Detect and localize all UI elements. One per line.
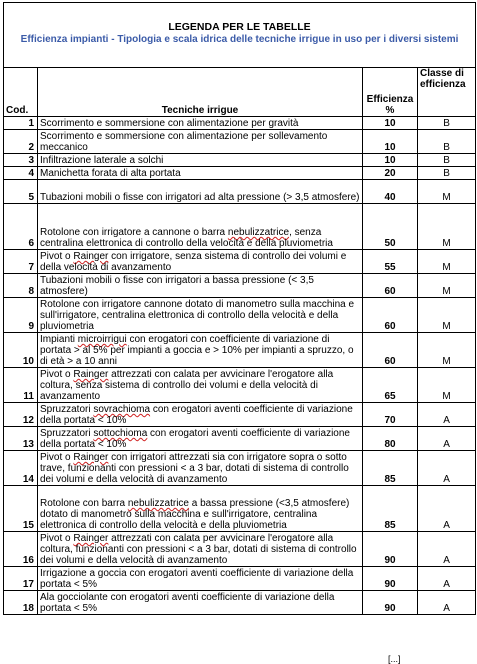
- row-code: 14: [4, 451, 38, 486]
- table-row: [4, 427, 476, 451]
- row-class: M: [418, 274, 476, 298]
- row-efficiency: 90: [363, 532, 418, 567]
- row-code: 4: [4, 167, 38, 180]
- row-class: M: [418, 250, 476, 274]
- row-class: M: [418, 204, 476, 250]
- table-row: [4, 167, 476, 180]
- row-technique: Pivot o Rainger con irrigatori attrezzati sia con irrigatore sopra o sotto trave, funzionanti con pressioni < a 3 bar, dotati di sistema di controllo dei volumi e della velocità di avanzamento: [38, 451, 363, 486]
- row-technique: Tubazioni mobili o fisse con irrigatori ad alta pressione (> 3,5 atmosfere): [38, 180, 363, 204]
- table-title-row: [4, 3, 476, 68]
- table-title: LEGENDA PER LE TABELLE: [168, 20, 311, 33]
- row-class: M: [418, 298, 476, 333]
- table-row: [4, 532, 476, 567]
- row-code: 16: [4, 532, 38, 567]
- table-title-cell: [4, 3, 476, 68]
- row-technique: Scorrimento e sommersione con alimentazione per sollevamento meccanico: [38, 130, 363, 154]
- row-technique: Pivot o Rainger attrezzati con calata per avvicinare l'erogatore alla coltura, senza sistema di controllo dei volumi e della velocità di avanzamento: [38, 368, 363, 403]
- row-technique: Pivot o Rainger attrezzati con calata per avvicinare l'erogatore alla coltura, funzionanti con pressioni < a 3 bar, dotati di sistema di controllo dei volumi e della velocità di avanzamento: [38, 532, 363, 567]
- row-code: 3: [4, 154, 38, 167]
- table-subtitle: Efficienza impianti - Tipologia e scala idrica delle tecniche irrigue in uso per i diversi sistemi: [20, 33, 459, 45]
- row-efficiency: 60: [363, 333, 418, 368]
- row-technique: Tubazioni mobili o fisse con irrigatori a bassa pressione (< 3,5 atmosfere): [38, 274, 363, 298]
- row-efficiency: 10: [363, 130, 418, 154]
- row-class: B: [418, 154, 476, 167]
- row-efficiency: 70: [363, 403, 418, 427]
- row-efficiency: 90: [363, 591, 418, 615]
- row-efficiency: 90: [363, 567, 418, 591]
- row-efficiency: 10: [363, 117, 418, 130]
- table-row: [4, 368, 476, 403]
- row-technique: Pivot o Rainger con irrigatore, senza sistema di controllo dei volumi e della velocità di avanzamento: [38, 250, 363, 274]
- table-row: [4, 451, 476, 486]
- row-class: A: [418, 403, 476, 427]
- row-class: A: [418, 451, 476, 486]
- row-technique: Spruzzatori sovrachioma con erogatori aventi coefficiente di variazione della portata < 10%: [38, 403, 363, 427]
- row-code: 2: [4, 130, 38, 154]
- header-tecniche-irrigue: Tecniche irrigue: [38, 68, 363, 117]
- page-continuation-mark: [...]: [388, 654, 401, 664]
- row-efficiency: 85: [363, 486, 418, 532]
- row-technique: Spruzzatori sottochioma con erogatori aventi coefficiente di variazione della portata < 10%: [38, 427, 363, 451]
- table-row: [4, 204, 476, 250]
- row-efficiency: 55: [363, 250, 418, 274]
- table-row: [4, 250, 476, 274]
- row-class: A: [418, 427, 476, 451]
- row-technique: Manichetta forata di alta portata: [38, 167, 363, 180]
- row-class: B: [418, 130, 476, 154]
- row-code: 11: [4, 368, 38, 403]
- row-code: 18: [4, 591, 38, 615]
- row-efficiency: 40: [363, 180, 418, 204]
- row-efficiency: 85: [363, 451, 418, 486]
- header-cod: Cod.: [4, 68, 38, 117]
- row-code: 6: [4, 204, 38, 250]
- row-efficiency: 80: [363, 427, 418, 451]
- row-code: 5: [4, 180, 38, 204]
- table-row: [4, 117, 476, 130]
- row-code: 12: [4, 403, 38, 427]
- table-row: [4, 486, 476, 532]
- table-row: [4, 274, 476, 298]
- row-class: A: [418, 567, 476, 591]
- table-row: [4, 567, 476, 591]
- table-row: [4, 591, 476, 615]
- row-efficiency: 50: [363, 204, 418, 250]
- table-row: [4, 180, 476, 204]
- header-classe-efficienza: Classe di efficienza: [418, 68, 476, 117]
- table-row: [4, 298, 476, 333]
- row-efficiency: 65: [363, 368, 418, 403]
- table-row: [4, 130, 476, 154]
- row-class: A: [418, 486, 476, 532]
- table-row: [4, 403, 476, 427]
- table-row: [4, 333, 476, 368]
- row-class: B: [418, 167, 476, 180]
- row-code: 17: [4, 567, 38, 591]
- row-code: 9: [4, 298, 38, 333]
- row-code: 10: [4, 333, 38, 368]
- row-code: 15: [4, 486, 38, 532]
- column-header-row: [4, 68, 476, 117]
- row-code: 7: [4, 250, 38, 274]
- row-code: 13: [4, 427, 38, 451]
- row-efficiency: 60: [363, 274, 418, 298]
- irrigation-efficiency-table: [3, 2, 476, 615]
- legend-document: [3, 2, 475, 664]
- row-code: 1: [4, 117, 38, 130]
- row-efficiency: 10: [363, 154, 418, 167]
- row-class: M: [418, 368, 476, 403]
- row-technique: Rotolone con barra nebulizzatrice a bassa pressione (<3,5 atmosfere) dotato di manometro sulla macchina e sull'irrigatore, centralina elettronica di controllo della velocità e della pluviometria: [38, 486, 363, 532]
- row-technique: Impianti microirrigui con erogatori con coefficiente di variazione di portata > al 5% per impianti a goccia e > 10% per impianti a spruzzo, o di età > a 10 anni: [38, 333, 363, 368]
- row-efficiency: 20: [363, 167, 418, 180]
- row-efficiency: 60: [363, 298, 418, 333]
- row-technique: Infiltrazione laterale a solchi: [38, 154, 363, 167]
- row-class: M: [418, 180, 476, 204]
- row-class: B: [418, 117, 476, 130]
- row-technique: Rotolone con irrigatore cannone dotato di manometro sulla macchina e sull'irrigatore, centralina elettronica di controllo della velocità e della pluviometria: [38, 298, 363, 333]
- row-class: A: [418, 532, 476, 567]
- header-efficienza: Efficienza %: [363, 68, 418, 117]
- row-class: M: [418, 333, 476, 368]
- row-technique: Rotolone con irrigatore a cannone o barra nebulizzatrice, senza centralina elettronica di controllo della velocità e della pluviometria: [38, 204, 363, 250]
- row-technique: Irrigazione a goccia con erogatori aventi coefficiente di variazione della portata < 5%: [38, 567, 363, 591]
- table-row: [4, 154, 476, 167]
- row-code: 8: [4, 274, 38, 298]
- row-class: A: [418, 591, 476, 615]
- row-technique: Ala gocciolante con erogatori aventi coefficiente di variazione della portata < 5%: [38, 591, 363, 615]
- row-technique: Scorrimento e sommersione con alimentazione per gravità: [38, 117, 363, 130]
